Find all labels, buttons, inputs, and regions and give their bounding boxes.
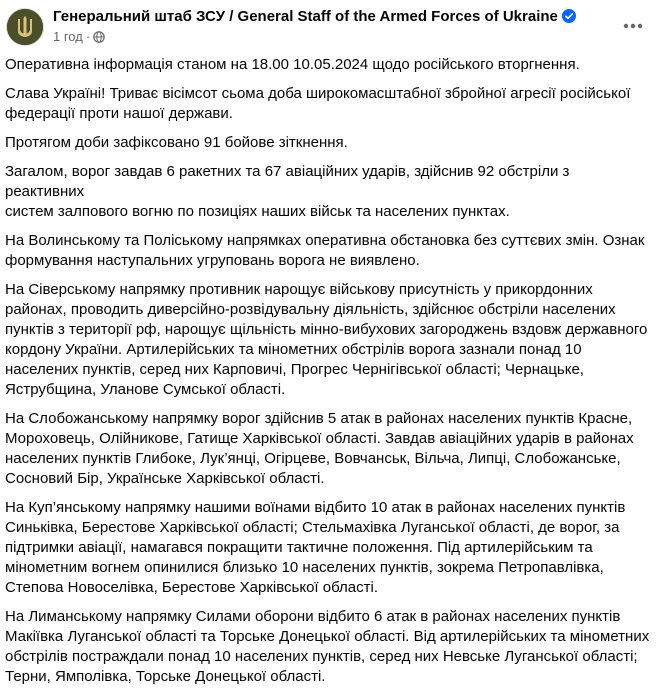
- post-text-line: пунктів з території рф, нарощує щільність мінно-вибухових загороджень вздовж державного: [5, 321, 648, 338]
- more-options-icon: [623, 23, 643, 29]
- post-text-line: Терни, Ямполівка, Торське Донецької області.: [5, 668, 326, 685]
- post-text-line: населених пунктів, серед них Карповичі, Прогрес Чернігівської області; Чернацьке,: [5, 361, 584, 378]
- post-text-line: федерації проти нашої держави.: [5, 105, 233, 122]
- post-text-line: Яструбщина, Уланове Сумської області.: [5, 381, 286, 398]
- post-header: [0, 0, 657, 52]
- post-paragraph: [5, 280, 650, 400]
- meta-separator: ·: [85, 29, 91, 44]
- post-text-line: На Слобожанському напрямку ворог здійснив 5 атак в районах населених пунктів Красне,: [5, 410, 633, 427]
- post-text-line: формування наступальних угруповань ворога не виявлено.: [5, 252, 420, 269]
- post-text-line: Слава Україні! Триває вісімсот сьома доба широкомасштабної збройної агресії російської: [5, 85, 631, 102]
- globe-icon[interactable]: [93, 30, 105, 48]
- post-timestamp[interactable]: 1 год: [53, 29, 83, 44]
- post-text-line: населених пунктів Глибоке, Лук’янці, Огірцеве, Вовчанськ, Вільча, Липці, Слобожанське,: [5, 450, 621, 467]
- author-name-link[interactable]: Генеральний штаб ЗСУ / General Staff of the Armed Forces of Ukraine: [53, 8, 558, 25]
- more-options-button[interactable]: [617, 10, 649, 42]
- post-paragraph: [5, 162, 650, 222]
- post-text-line: Сосновий Бір, Українське Харківської області.: [5, 470, 325, 487]
- post-text-line: Синьківка, Берестове Харківської області; Стельмахівка Луганської області, де ворог, за: [5, 519, 620, 536]
- post-text-line: кордону України. Артилерійських та мінометних обстрілів ворога зазнали понад 10: [5, 341, 582, 358]
- post-text-line: На Сіверському напрямку противник нарощує військову присутність у прикордонних: [5, 281, 593, 298]
- post-meta: [53, 28, 105, 48]
- post-paragraph: [5, 55, 650, 75]
- post-paragraph: [5, 409, 650, 489]
- post-text-line: На Волинському та Поліському напрямках оперативна обстановка без суттєвих змін. Ознак: [5, 232, 645, 249]
- trident-emblem-icon: [7, 9, 43, 45]
- post-text-line: Загалом, ворог завдав 6 ракетних та 67 авіаційних ударів, здійснив 92 обстріли з реактивних: [5, 163, 570, 200]
- post-paragraph: [5, 231, 650, 271]
- post-text-line: Оперативна інформація станом на 18.00 10.05.2024 щодо російського вторгнення.: [5, 56, 580, 73]
- post-text-line: мінометним вогнем опинилися близько 10 населених пунктів, зокрема Петропавлівка,: [5, 559, 604, 576]
- post-paragraph: [5, 498, 650, 598]
- post-text-line: обстрілів постраждали понад 10 населених пунктів, серед них Невське Луганської області;: [5, 648, 638, 665]
- post-text-line: На Лиманському напрямку Силами оборони відбито 6 атак в районах населених пунктів: [5, 608, 621, 625]
- post-text-line: На Куп’янському напрямку нашими воїнами відбито 10 атак в районах населених пунктів: [5, 499, 626, 516]
- author-name-row: [53, 7, 576, 29]
- post-text-line: систем залпового вогню по позиціях наших військ та населених пунктах.: [5, 203, 510, 220]
- post-paragraph: [5, 84, 650, 124]
- post-text-line: Макіївка Луганської області та Торське Донецької області. Від артилерійських та мінометних: [5, 628, 650, 645]
- post-text-line: Протягом доби зафіксовано 91 бойове зіткнення.: [5, 134, 348, 151]
- post-paragraph: [5, 133, 650, 153]
- post-body: [5, 55, 650, 696]
- post-text-line: підтримки авіації, намагався покращити тактичне положення. Під артилерійським та: [5, 539, 593, 556]
- post-paragraph: [5, 607, 650, 687]
- post-text-line: районах, проводить диверсійно-розвідувальну діяльність, здійснює обстріли населених: [5, 301, 616, 318]
- post-text-line: Степова Новоселівка, Берестове Харківської області.: [5, 579, 378, 596]
- page-avatar[interactable]: [6, 8, 44, 46]
- post-text-line: Мороховець, Олійникове, Гатище Харківської області. Завдав авіаційних ударів в районах: [5, 430, 634, 447]
- verified-badge-icon: [562, 9, 576, 29]
